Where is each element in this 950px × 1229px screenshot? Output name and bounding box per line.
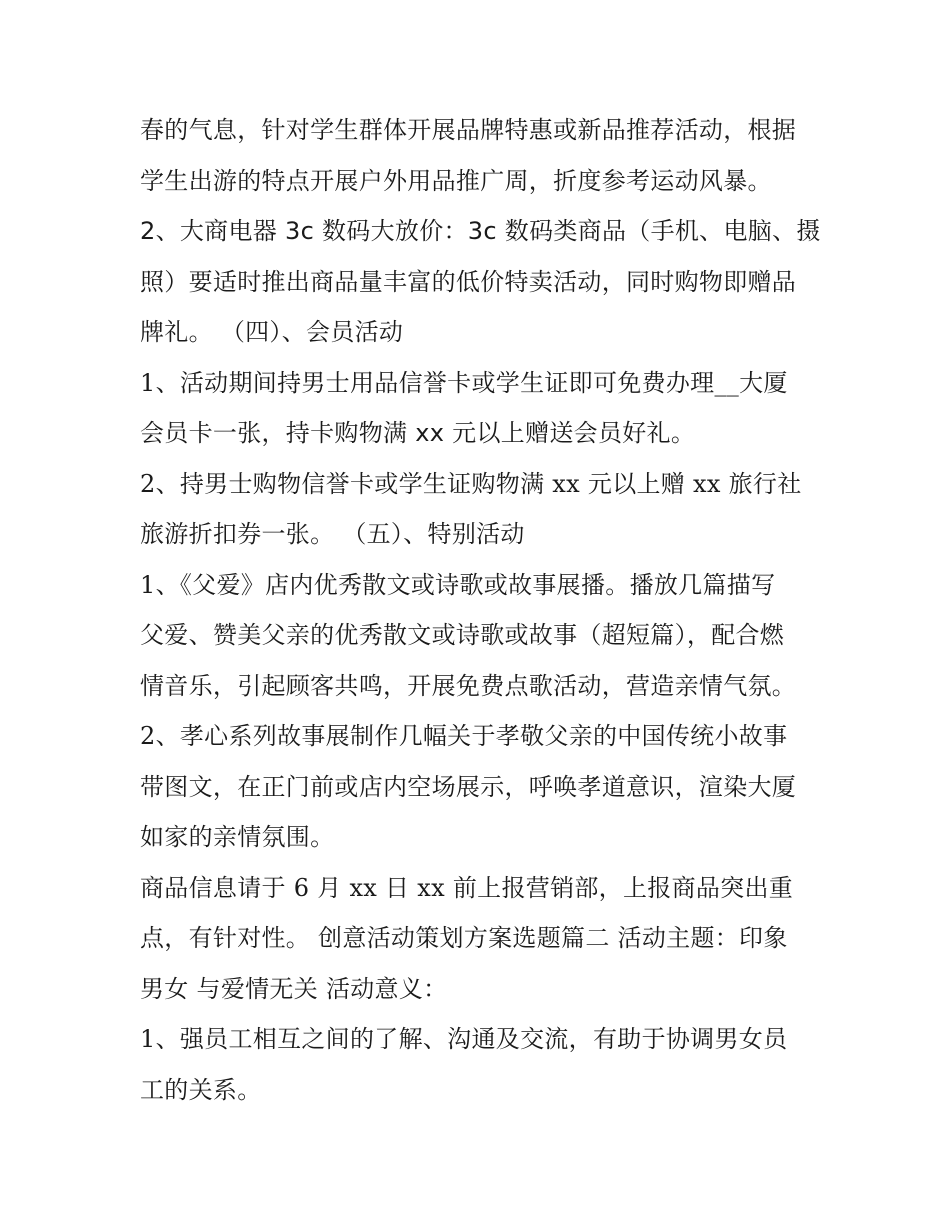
text-line: 工的关系。 bbox=[140, 1076, 262, 1104]
text-line: 春的气息，针对学生群体开展品牌特惠或新品推荐活动，根据 bbox=[140, 116, 797, 144]
text-line: 如家的亲情氛围。 bbox=[140, 823, 335, 851]
text-line: 情音乐，引起顾客共鸣，开展免费点歌活动，营造亲情气氛。 bbox=[140, 672, 797, 700]
text-line: 2、大商电器 3c 数码大放价：3c 数码类商品（手机、电脑、摄 bbox=[140, 217, 821, 245]
text-line: 会员卡一张，持卡购物满 xx 元以上赠送会员好礼。 bbox=[140, 419, 696, 447]
text-line: 男女 与爱情无关 活动意义： bbox=[140, 975, 448, 1003]
text-line: 商品信息请于 6 月 xx 日 xx 前上报营销部，上报商品突出重 bbox=[140, 874, 794, 902]
text-line: 点，有针对性。 创意活动策划方案选题篇二 活动主题：印象 bbox=[140, 924, 788, 952]
text-line: 1、活动期间持男士用品信誉卡或学生证即可免费办理__大厦 bbox=[140, 369, 788, 397]
text-line: 带图文，在正门前或店内空场展示，呼唤孝道意识，渲染大厦 bbox=[140, 773, 797, 801]
text-line: 1、《父爱》店内优秀散文或诗歌或故事展播。播放几篇描写 bbox=[140, 571, 776, 599]
text-line: 牌礼。 （四）、会员活动 bbox=[140, 318, 404, 346]
text-line: 父爱、赞美父亲的优秀散文或诗歌或故事（超短篇），配合燃 bbox=[140, 621, 785, 649]
text-line: 照）要适时推出商品量丰富的低价特卖活动，同时购物即赠品 bbox=[140, 268, 797, 296]
text-line: 学生出游的特点开展户外用品推广周，折度参考运动风暴。 bbox=[140, 167, 772, 195]
text-line: 1、强员工相互之间的了解、沟通及交流，有助于协调男女员 bbox=[140, 1025, 788, 1053]
text-line: 2、持男士购物信誉卡或学生证购物满 xx 元以上赠 xx 旅行社 bbox=[140, 470, 802, 498]
text-line: 旅游折扣券一张。 （五）、特别活动 bbox=[140, 520, 525, 548]
text-line: 2、孝心系列故事展制作几幅关于孝敬父亲的中国传统小故事 bbox=[140, 722, 788, 750]
